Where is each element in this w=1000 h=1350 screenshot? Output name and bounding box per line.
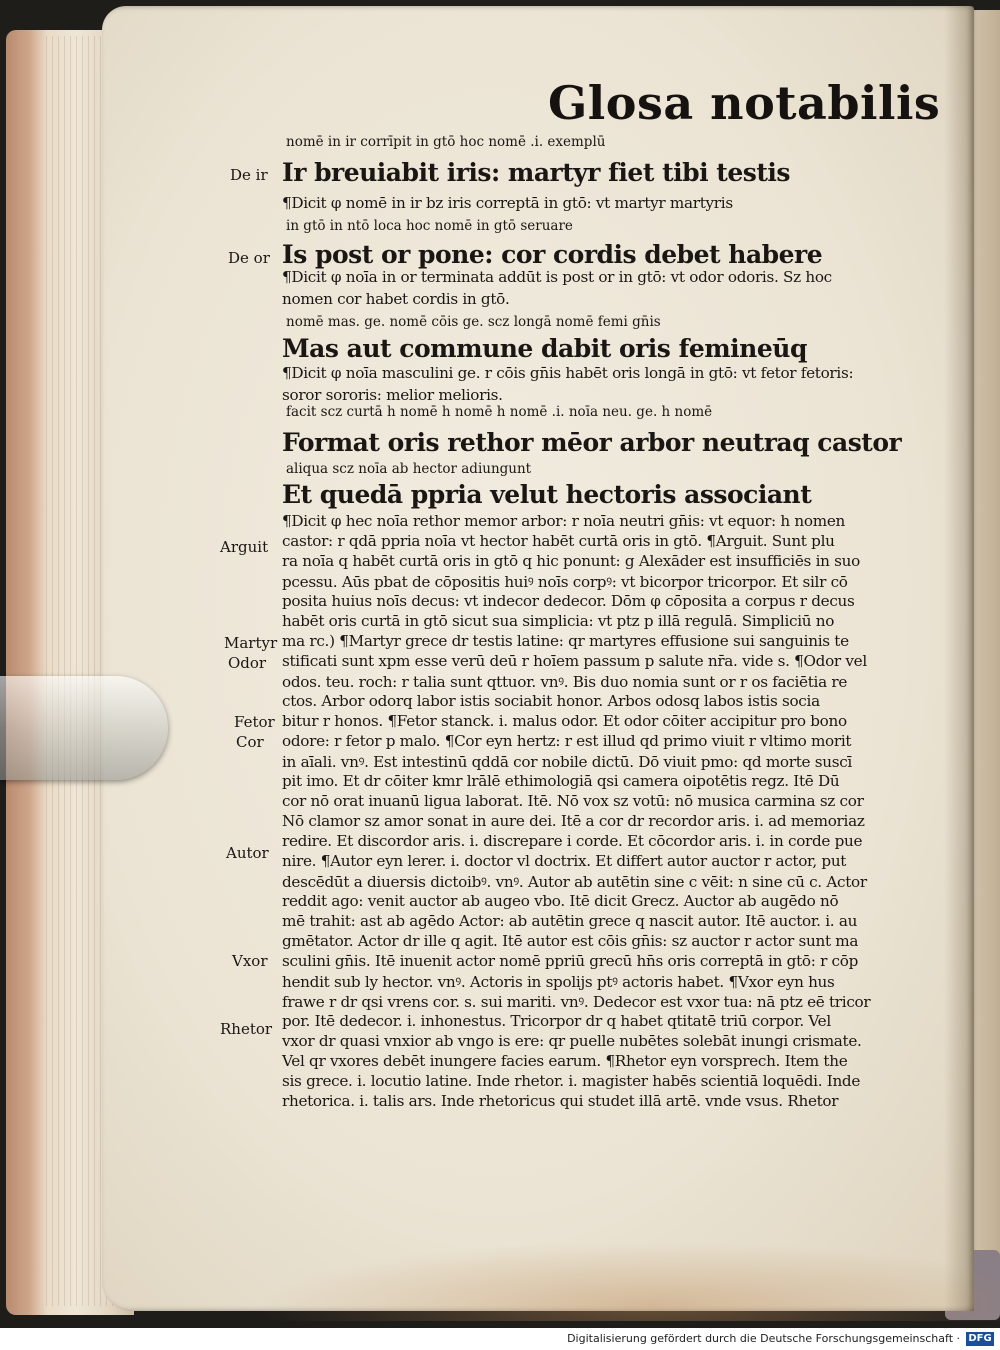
commentary-line: ra noīa q habēt curtā oris in gtō q hic ponunt: g Alexāder est insufficiēs in suo (282, 552, 860, 570)
gloss-line: nomē mas. ge. nomē cōis ge. scz longā nomē femi gn̄is (286, 314, 661, 330)
commentary-line: odore: r fetor p malo. ¶Cor eyn hertz: r est illud qd primo viuit r vltimo morit (282, 732, 852, 750)
commentary-line: in aīali. vnꝰ. Est intestinū qddā cor nobile dictū. Dō viuit pmo: qd morte suscī (282, 753, 852, 771)
gloss-line: nomē in ir corrīpit in gtō hoc nomē .i. exemplū (286, 134, 606, 150)
verse-line: Format oris rethor mēor arbor neutraq castor (282, 428, 902, 457)
commentary-line: habēt oris curtā in gtō sicut sua simplicia: vt ptz p illā regulā. Simpliciū no (282, 612, 835, 630)
commentary-line: posita huius noīs decus: vt indecor dedecor. Dōm φ cōposita a corpus r decus (282, 592, 855, 610)
commentary-line: cor nō orat inuanū ligua laborat. Itē. Nō vox sz votū: nō musica carmina sz cor (282, 792, 864, 810)
commentary-line: descēdūt a diuersis dictoibꝰ. vnꝰ. Autor ab autētin sine c vēit: n sine cū c. Actor (282, 873, 867, 891)
commentary-line: hendit sub ly hector. vnꝰ. Actoris in spolijs ptꝰ actoris habet. ¶Vxor eyn hus (282, 973, 835, 991)
marginal-note: Fetor (234, 713, 275, 731)
commentary-line: pcessu. Aūs pbat de cōpositis huiꝰ noīs corpꝰ: vt bicorpor tricorpor. Et silr cō (282, 573, 848, 591)
commentary-line: vxor dr quasi vnxior ab vngo is ere: qr puelle nubētes solebāt inungi crismate. (282, 1032, 862, 1050)
marginal-note: Rhetor (220, 1020, 273, 1038)
commentary-line: bitur r honos. ¶Fetor stanck. i. malus odor. Et odor cōiter accipitur pro bono (282, 712, 847, 730)
commentary-line: ctos. Arbor odorq labor istis sociabit honor. Arbos odosq labos istis socia (282, 692, 820, 710)
commentary-line: nomen cor habet cordis in gtō. (282, 290, 510, 308)
marginal-note: Martyr (224, 634, 278, 652)
commentary-line: reddit ago: venit auctor ab augeo vbo. Itē dicit Grecz. Auctor ab augēdo nō (282, 892, 839, 910)
verse-line: Et quedā ppria velut hectoris associant (282, 480, 812, 509)
book-page (102, 6, 974, 1311)
marginal-note: De or (228, 249, 270, 267)
commentary-line: rhetorica. i. talis ars. Inde rhetoricus qui studet illā artē. vnde vsus. Rhetor (282, 1092, 839, 1110)
commentary-line: frawe r dr qsi vrens cor. s. sui mariti. vnꝰ. Dedecor est vxor tua: nā ptz eē tricor (282, 993, 871, 1011)
commentary-line: Nō clamor sz amor sonat in aure dei. Itē a cor dr recordor aris. i. ad memoriaz (282, 812, 865, 830)
commentary-line: pit imo. Et dr cōiter kmr lrālē ethimologiā qsi camera oipotētis regz. Itē Dū (282, 772, 840, 790)
gloss-line: facit scz curtā h nomē h nomē h nomē .i. noīa neu. ge. h nomē (286, 404, 713, 420)
commentary-line: soror sororis: melior melioris. (282, 386, 503, 404)
verse-line: Ir breuiabit iris: martyr fiet tibi testis (282, 158, 790, 187)
marginal-note: Odor (228, 654, 267, 672)
commentary-line: odos. teu. roch: r talia sunt qttuor. vnꝰ. Bis duo nomia sunt or r os faciētia re (282, 673, 848, 691)
marginal-note: Cor (236, 733, 264, 751)
dfg-logo: DFG (966, 1332, 994, 1346)
gloss-line: aliqua scz noīa ab hector adiungunt (286, 461, 532, 477)
page-title: Glosa notabilis (548, 76, 941, 130)
footer-bar (0, 1328, 1000, 1350)
gloss-line: in gtō in ntō loca hoc nomē in gtō seruare (286, 218, 573, 234)
commentary-line: redire. Et discordor aris. i. discrepare i corde. Et cōcordor aris. i. in corde pue (282, 832, 863, 850)
commentary-line: sis grece. i. locutio latine. Inde rhetor. i. magister habēs scientiā loquēdi. Inde (282, 1072, 861, 1090)
verse-line: Is post or pone: cor cordis debet habere (282, 240, 823, 269)
commentary-line: ¶Dicit φ nomē in ir bz iris correptā in gtō: vt martyr martyris (282, 194, 733, 212)
verse-line: Mas aut commune dabit oris femineūq (282, 334, 807, 363)
text-block (102, 6, 974, 1311)
commentary-line: ¶Dicit φ noīa in or terminata addūt is post or in gtō: vt odor odoris. Sz hoc (282, 268, 832, 286)
marginal-note: Arguit (220, 538, 269, 556)
marginal-note: Vxor (232, 952, 268, 970)
marginal-note: Autor (226, 844, 269, 862)
commentary-line: stificati sunt xpm esse verū deū r hoīem passum p salute nr̄a. vide s. ¶Odor vel (282, 652, 867, 670)
commentary-line: gmētator. Actor dr ille q agit. Itē autor est cōis gn̄is: sz auctor r actor sunt ma (282, 932, 859, 950)
commentary-line: Vel qr vxores debēt inungere facies earum. ¶Rhetor eyn vorsprech. Item the (282, 1052, 848, 1070)
commentary-line: ¶Dicit φ hec noīa rethor memor arbor: r noīa neutri gn̄is: vt equor: h nomen (282, 512, 845, 530)
commentary-line: sculini gn̄is. Itē inuenit actor nomē ppriū grecū hn̄s oris correptā in gtō: r cōp (282, 952, 859, 970)
commentary-line: ma rc.) ¶Martyr grece dr testis latine: qr martyres effusione sui sanguinis te (282, 632, 849, 650)
glass-page-holder (0, 676, 168, 780)
commentary-line: mē trahit: ast ab agēdo Actor: ab autētin grece q nascit autor. Itē auctor. i. au (282, 912, 858, 930)
commentary-line: castor: r qdā ppria noīa vt hector habēt curtā oris in gtō. ¶Arguit. Sunt plu (282, 532, 835, 550)
commentary-line: ¶Dicit φ noīa masculini ge. r cōis gn̄is habēt oris longā in gtō: vt fetor fetoris: (282, 364, 854, 382)
commentary-line: por. Itē dedecor. i. inhonestus. Tricorpor dr q habet qtitatē triū corpor. Vel (282, 1012, 831, 1030)
footer-credit: Digitalisierung gefördert durch die Deutsche Forschungsgemeinschaft · (567, 1332, 960, 1345)
marginal-note: De ir (230, 166, 268, 184)
commentary-line: nire. ¶Autor eyn lerer. i. doctor vl doctrix. Et differt autor auctor r actor, put (282, 852, 847, 870)
